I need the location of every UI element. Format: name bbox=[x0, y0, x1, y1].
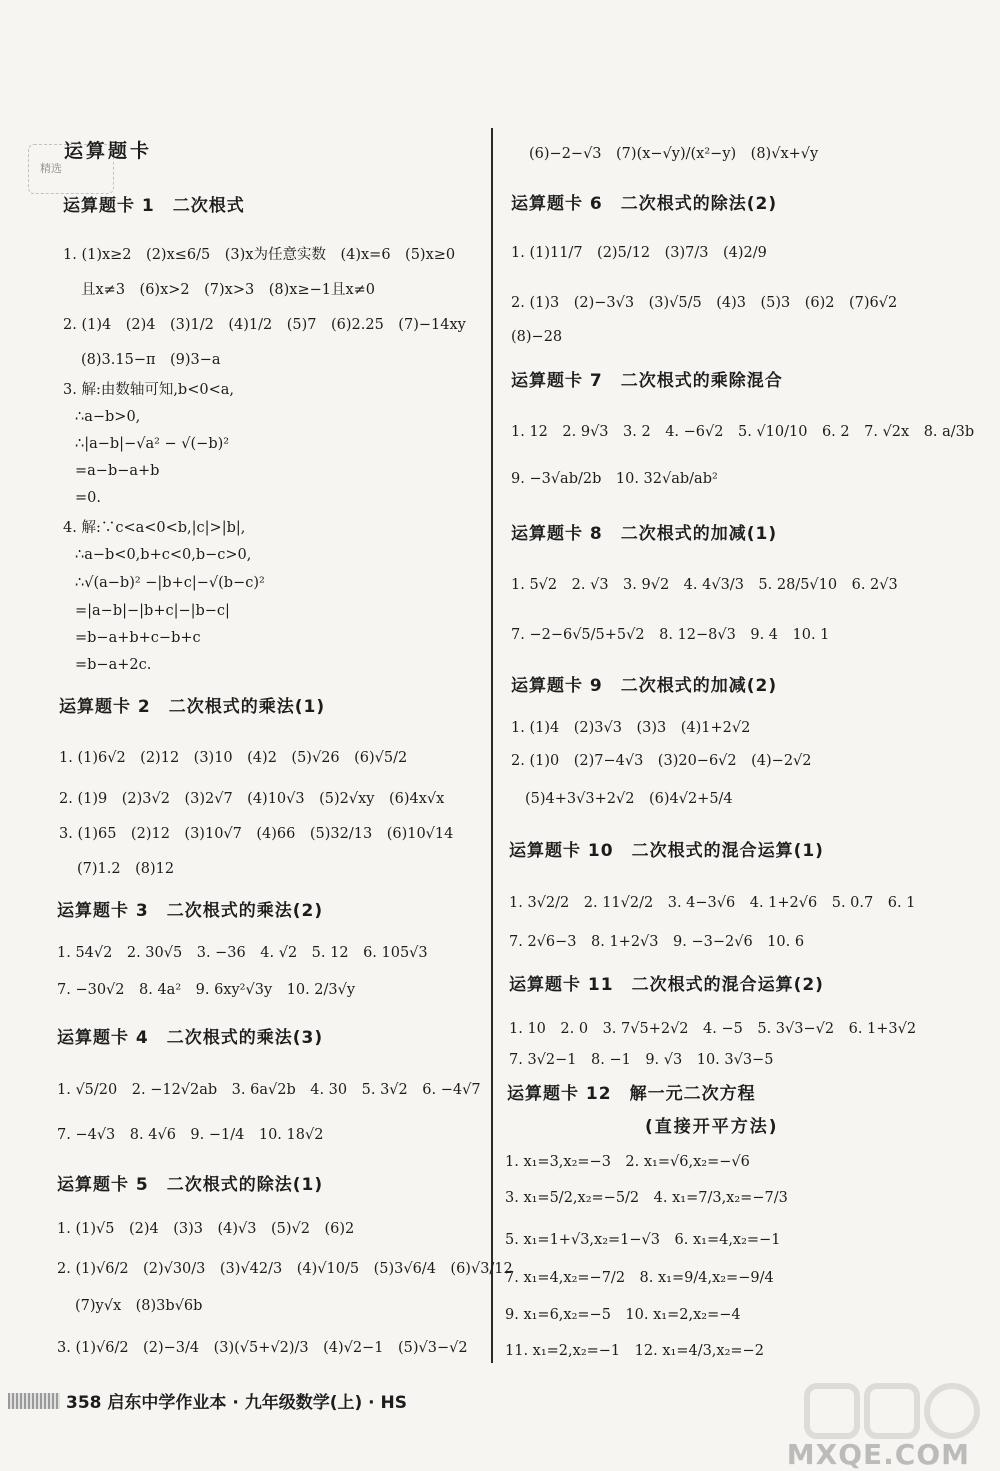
answer-line: ∴|a−b|−√a² − √(−b)² bbox=[75, 436, 230, 452]
answer-line: ∴√(a−b)² −|b+c|−√(b−c)² bbox=[75, 575, 265, 591]
section-heading: 运算题卡 7 二次根式的乘除混合 bbox=[511, 371, 783, 391]
section-heading: 运算题卡 10 二次根式的混合运算(1) bbox=[509, 841, 824, 861]
answer-line: =b−a+2c. bbox=[75, 657, 152, 673]
answer-line: 9. x₁=6,x₂=−5 10. x₁=2,x₂=−4 bbox=[505, 1307, 741, 1323]
page-title: 运算题卡 bbox=[64, 140, 153, 162]
answer-line: (7)y√x (8)3b√6b bbox=[75, 1298, 203, 1314]
answer-line: 3. (1)√6/2 (2)−3/4 (3)(√5+√2)/3 (4)√2−1 (5)√3−√2 bbox=[57, 1340, 468, 1356]
answer-line: 9. −3√ab/2b 10. 32√ab/ab² bbox=[511, 471, 718, 487]
section-heading: 运算题卡 4 二次根式的乘法(3) bbox=[57, 1028, 324, 1048]
answer-line: =a−b−a+b bbox=[75, 463, 160, 479]
answer-line: 1. √5/20 2. −12√2ab 3. 6a√2b 4. 30 5. 3√2 6. −4√7 bbox=[57, 1082, 481, 1098]
section-heading: 运算题卡 9 二次根式的加减(2) bbox=[511, 676, 778, 696]
answer-line: 1. (1)x≥2 (2)x≤6/5 (3)x为任意实数 (4)x=6 (5)x≥0 bbox=[63, 247, 456, 263]
answer-line: 4. 解:∵c<a<0<b,|c|>|b|, bbox=[63, 520, 246, 536]
footer-barcode-strip bbox=[8, 1393, 60, 1409]
section-heading: 运算题卡 11 二次根式的混合运算(2) bbox=[509, 975, 824, 995]
answer-line: =b−a+b+c−b+c bbox=[75, 630, 201, 646]
answer-line: (8)3.15−π (9)3−a bbox=[81, 352, 221, 368]
answer-line: 7. −30√2 8. 4a² 9. 6xy²√3y 10. 2/3√y bbox=[57, 982, 356, 998]
answer-line: ∴a−b<0,b+c<0,b−c>0, bbox=[75, 547, 252, 563]
answer-line: 5. x₁=1+√3,x₂=1−√3 6. x₁=4,x₂=−1 bbox=[505, 1232, 781, 1248]
answer-line: 1. 3√2/2 2. 11√2/2 3. 4−3√6 4. 1+2√6 5. 0.7 6. 1 bbox=[509, 895, 916, 911]
answer-line: 2. (1)9 (2)3√2 (3)2√7 (4)10√3 (5)2√xy (6)4x√x bbox=[59, 791, 445, 807]
section-heading: 运算题卡 3 二次根式的乘法(2) bbox=[57, 901, 324, 921]
answer-line: 3. 解:由数轴可知,b<0<a, bbox=[63, 382, 234, 398]
answer-line: 1. 12 2. 9√3 3. 2 4. −6√2 5. √10/10 6. 2 7. √2x 8. a/3b bbox=[511, 424, 975, 440]
section-subheading: (直接开平方法) bbox=[645, 1117, 779, 1137]
answer-line: 7. −4√3 8. 4√6 9. −1/4 10. 18√2 bbox=[57, 1127, 324, 1143]
answer-line: 3. (1)65 (2)12 (3)10√7 (4)66 (5)32/13 (6)10√14 bbox=[59, 826, 454, 842]
answer-line: 1. 5√2 2. √3 3. 9√2 4. 4√3/3 5. 28/5√10 6. 2√3 bbox=[511, 577, 898, 593]
answer-line: ∴a−b>0, bbox=[75, 409, 141, 425]
answer-line: 1. 10 2. 0 3. 7√5+2√2 4. −5 5. 3√3−√2 6. 1+3√2 bbox=[509, 1021, 917, 1037]
answer-line: 3. x₁=5/2,x₂=−5/2 4. x₁=7/3,x₂=−7/3 bbox=[505, 1190, 788, 1206]
answer-line: 7. 3√2−1 8. −1 9. √3 10. 3√3−5 bbox=[509, 1052, 774, 1068]
answer-line: 7. 2√6−3 8. 1+2√3 9. −3−2√6 10. 6 bbox=[509, 934, 805, 950]
stamp-text: 精选 bbox=[40, 162, 62, 175]
answer-line: (8)−28 bbox=[511, 329, 563, 345]
answer-line: 11. x₁=2,x₂=−1 12. x₁=4/3,x₂=−2 bbox=[505, 1343, 764, 1359]
answer-line: 1. (1)4 (2)3√3 (3)3 (4)1+2√2 bbox=[511, 720, 751, 736]
column-divider bbox=[491, 128, 493, 1363]
answer-line: (6)−2−√3 (7)(x−√y)/(x²−y) (8)√x+√y bbox=[529, 146, 819, 162]
answer-line: 1. (1)11/7 (2)5/12 (3)7/3 (4)2/9 bbox=[511, 245, 767, 261]
answer-line: 2. (1)3 (2)−3√3 (3)√5/5 (4)3 (5)3 (6)2 (7)6√2 bbox=[511, 295, 898, 311]
answer-line: 2. (1)√6/2 (2)√30/3 (3)√42/3 (4)√10/5 (5)3√6/4 (6)√3/12 bbox=[57, 1261, 513, 1277]
answer-line: 2. (1)0 (2)7−4√3 (3)20−6√2 (4)−2√2 bbox=[511, 753, 812, 769]
answer-line: 且x≠3 (6)x>2 (7)x>3 (8)x≥−1且x≠0 bbox=[81, 282, 376, 298]
answer-line: 1. (1)√5 (2)4 (3)3 (4)√3 (5)√2 (6)2 bbox=[57, 1221, 355, 1237]
answer-line: =0. bbox=[75, 490, 101, 506]
watermark-url: MXQE.COM bbox=[786, 1438, 970, 1471]
section-heading: 运算题卡 2 二次根式的乘法(1) bbox=[59, 697, 326, 717]
answer-line: 2. (1)4 (2)4 (3)1/2 (4)1/2 (5)7 (6)2.25 (7)−14xy bbox=[63, 317, 466, 333]
answer-line: 7. −2−6√5/5+5√2 8. 12−8√3 9. 4 10. 1 bbox=[511, 627, 830, 643]
answer-line: (5)4+3√3+2√2 (6)4√2+5/4 bbox=[525, 791, 733, 807]
section-heading: 运算题卡 6 二次根式的除法(2) bbox=[511, 194, 778, 214]
section-heading: 运算题卡 5 二次根式的除法(1) bbox=[57, 1175, 324, 1195]
section-heading: 运算题卡 1 二次根式 bbox=[63, 196, 245, 216]
answer-line: 1. (1)6√2 (2)12 (3)10 (4)2 (5)√26 (6)√5/2 bbox=[59, 750, 408, 766]
answer-line: =|a−b|−|b+c|−|b−c| bbox=[75, 603, 230, 619]
answer-line: (7)1.2 (8)12 bbox=[77, 861, 175, 877]
answer-line: 7. x₁=4,x₂=−7/2 8. x₁=9/4,x₂=−9/4 bbox=[505, 1270, 774, 1286]
page-footer: 358 启东中学作业本 · 九年级数学(上) · HS bbox=[66, 1393, 408, 1413]
answer-line: 1. x₁=3,x₂=−3 2. x₁=√6,x₂=−√6 bbox=[505, 1154, 750, 1170]
section-heading: 运算题卡 12 解一元二次方程 bbox=[507, 1084, 756, 1104]
answer-line: 1. 54√2 2. 30√5 3. −36 4. √2 5. 12 6. 105√3 bbox=[57, 945, 428, 961]
section-heading: 运算题卡 8 二次根式的加减(1) bbox=[511, 524, 778, 544]
